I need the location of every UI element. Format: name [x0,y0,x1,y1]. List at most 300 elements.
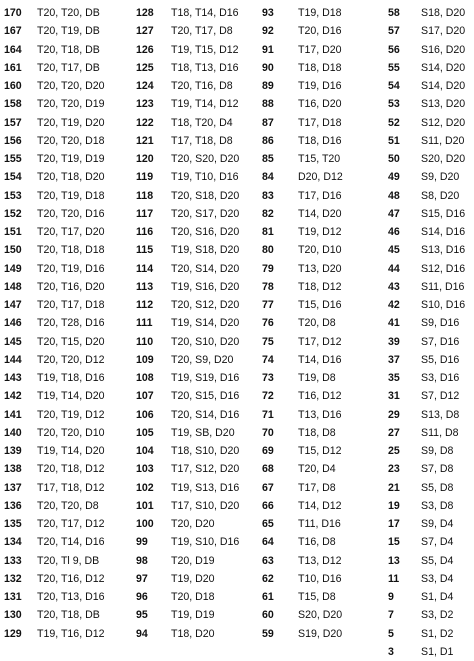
checkout-row [4,533,122,551]
finish-combination: S9, D8 [421,445,454,457]
checkout-row [136,205,254,223]
finish-combination: T20, D20 [171,518,215,530]
score-value: 61 [262,591,274,603]
score-value: 147 [4,299,22,311]
checkout-row [4,369,122,387]
finish-combination: T20, T20, D20 [37,80,105,92]
score-value: 95 [136,609,148,622]
finish-combination: T20, T15, D20 [37,335,105,348]
score-value: 117 [136,207,154,220]
finish-combination: T15, D12 [298,445,342,457]
finish-combination: T20, T16, D12 [37,572,105,585]
checkout-row [4,552,122,570]
finish-combination: D20, D12 [298,171,343,184]
finish-combination: T20, T18, D12 [37,463,105,476]
score-value: 75 [262,335,274,348]
score-value: 68 [262,463,274,476]
score-value: 124 [136,80,154,92]
finish-combination: T19, T14, D20 [37,445,105,457]
score-value: 113 [136,280,154,293]
checkout-row [262,223,380,241]
finish-combination: T20, T19, D16 [37,262,105,275]
score-value: 152 [4,207,22,220]
checkout-row [388,552,474,570]
score-value: 137 [4,481,22,494]
finish-combination: T13, D16 [298,408,342,421]
finish-combination: T20, T28, D16 [37,317,105,330]
finish-combination: T19, S16, D20 [171,280,240,293]
score-value: 120 [136,153,154,165]
finish-combination: T19, T14, D12 [171,98,239,111]
finish-combination: T15, T20 [298,153,341,165]
checkout-row [136,588,254,606]
score-value: 15 [388,536,400,549]
score-value: 99 [136,536,148,549]
checkout-row [262,59,380,77]
score-value: 44 [388,262,400,275]
finish-combination: T20, S9, D20 [171,353,234,366]
score-value: 150 [4,244,22,257]
checkout-row [136,515,254,533]
checkout-row [136,424,254,442]
finish-combination: T17, D8 [298,481,336,494]
score-value: 57 [388,25,400,38]
score-value: 7 [388,609,394,622]
checkout-row [262,406,380,424]
score-value: 55 [388,61,400,74]
finish-combination: S3, D8 [421,499,454,512]
checkout-row [388,406,474,424]
finish-combination: T17, T18, D12 [37,481,105,494]
score-value: 48 [388,189,400,202]
score-value: 21 [388,481,400,494]
score-value: 31 [388,390,400,403]
score-value: 89 [262,80,274,92]
finish-combination: T18, T13, D16 [171,61,239,74]
checkout-row [136,95,254,113]
checkout-row [388,59,474,77]
score-value: 51 [388,134,400,147]
checkout-row [388,41,474,59]
score-value: 142 [4,390,22,403]
finish-combination: T14, D12 [298,499,342,512]
checkout-row [388,515,474,533]
score-value: 100 [136,518,154,530]
checkout-row [4,187,122,205]
finish-combination: T20, D8 [298,317,336,330]
checkout-row [4,59,122,77]
score-value: 94 [136,627,148,640]
score-value: 97 [136,572,148,585]
checkout-row [262,497,380,515]
score-value: 148 [4,280,22,293]
score-value: 138 [4,463,22,476]
checkout-row [136,552,254,570]
finish-combination: S12, D20 [421,116,466,129]
finish-combination: S14, D20 [421,80,466,92]
score-value: 63 [262,554,274,567]
score-value: 111 [136,317,153,330]
finish-combination: S1, D1 [421,645,454,658]
checkout-row [136,223,254,241]
score-value: 130 [4,609,22,622]
score-value: 50 [388,153,400,165]
checkout-row [262,442,380,460]
checkout-row [136,59,254,77]
score-value: 13 [388,554,400,567]
checkout-row [388,223,474,241]
score-value: 35 [388,372,400,384]
finish-combination: T20, T14, D16 [37,536,105,549]
score-value: 64 [262,536,274,549]
finish-combination: T16, D12 [298,390,342,403]
finish-combination: T19, S14, D20 [171,317,240,330]
score-value: 70 [262,426,274,439]
score-value: 23 [388,463,400,476]
finish-combination: T20, T19, D19 [37,153,105,165]
finish-combination: S1, D4 [421,591,454,603]
score-value: 129 [4,627,22,640]
score-value: 157 [4,116,22,129]
checkout-row [388,606,474,624]
checkout-row [388,643,474,661]
score-value: 139 [4,445,22,457]
finish-combination: T19, D20 [171,572,215,585]
checkout-row [388,333,474,351]
checkout-row [136,168,254,186]
score-value: 114 [136,262,154,275]
score-value: 27 [388,426,400,439]
score-value: 126 [136,43,154,56]
finish-combination: T20, T17, D12 [37,518,105,530]
score-value: 104 [136,445,154,457]
score-value: 144 [4,353,22,366]
score-value: 59 [262,627,274,640]
checkout-row [388,314,474,332]
score-value: 69 [262,445,274,457]
score-value: 86 [262,134,274,147]
finish-combination: T20, T20, D10 [37,426,105,439]
finish-combination: T13, D12 [298,554,342,567]
finish-combination: S14, D20 [421,61,466,74]
finish-combination: T20, T19, DB [37,25,100,38]
score-value: 133 [4,554,22,567]
score-value: 115 [136,244,154,257]
score-value: 158 [4,98,22,111]
checkout-row [262,296,380,314]
score-value: 19 [388,499,400,512]
finish-combination: T14, D16 [298,353,342,366]
finish-combination: S7, D4 [421,536,454,549]
finish-combination: T19, T16, D12 [37,627,105,640]
score-value: 91 [262,43,274,56]
finish-combination: T20, Tl 9, DB [37,554,100,567]
checkout-row [388,625,474,643]
score-value: 107 [136,390,154,403]
score-value: 156 [4,134,22,147]
score-value: 45 [388,244,400,257]
finish-combination: T19, T18, D16 [37,372,105,384]
score-value: 102 [136,481,154,494]
score-value: 74 [262,353,274,366]
checkout-row [262,460,380,478]
finish-combination: T20, S10, D20 [171,335,240,348]
checkout-row [388,570,474,588]
finish-combination: T20, D18 [171,591,215,603]
checkout-row [388,22,474,40]
finish-combination: S11, D8 [421,426,459,439]
finish-combination: S1, D2 [421,627,454,640]
checkout-row [136,606,254,624]
finish-combination: T19, D19 [171,609,215,622]
score-value: 112 [136,299,154,311]
score-value: 76 [262,317,274,330]
finish-combination: S7, D16 [421,335,460,348]
score-value: 37 [388,353,400,366]
checkout-column-1 [4,4,122,643]
checkout-row [388,132,474,150]
score-value: 82 [262,207,274,220]
score-value: 54 [388,80,400,92]
checkout-row [388,424,474,442]
checkout-column-3 [262,4,380,643]
score-value: 108 [136,372,154,384]
finish-combination: T17, D18 [298,116,342,129]
checkout-row [262,187,380,205]
finish-combination: T18, D18 [298,61,342,74]
checkout-row [136,314,254,332]
checkout-row [136,41,254,59]
finish-combination: T20, T20, D16 [37,207,105,220]
checkout-row [4,479,122,497]
checkout-row [4,406,122,424]
finish-combination: T19, T15, D12 [171,43,239,56]
finish-combination: T19, D8 [298,372,336,384]
finish-combination: T20, T18, D18 [37,244,105,257]
finish-combination: S18, D20 [421,7,466,19]
finish-combination: S3, D2 [421,609,454,622]
finish-combination: S20, D20 [298,609,343,622]
finish-combination: T18, D8 [298,426,336,439]
score-value: 103 [136,463,154,476]
finish-combination: T17, T18, D8 [171,134,233,147]
finish-combination: T20, T20, D12 [37,353,105,366]
finish-combination: T17, S12, D20 [171,463,240,476]
checkout-row [4,387,122,405]
checkout-row [388,533,474,551]
checkout-row [388,278,474,296]
finish-combination: T20, T20, D8 [37,499,99,512]
score-value: 154 [4,171,22,184]
checkout-row [4,95,122,113]
checkout-row [4,351,122,369]
score-value: 106 [136,408,154,421]
checkout-row [136,387,254,405]
checkout-row [4,314,122,332]
finish-combination: T19, S18, D20 [171,244,240,257]
finish-combination: T20, T20, DB [37,7,100,19]
score-value: 87 [262,116,274,129]
checkout-row [4,333,122,351]
checkout-row [136,570,254,588]
checkout-row [262,114,380,132]
finish-combination: S16, D20 [421,43,466,56]
score-value: 153 [4,189,22,202]
score-value: 9 [388,591,394,603]
checkout-row [262,260,380,278]
score-value: 136 [4,499,22,512]
checkout-row [136,625,254,643]
finish-combination: S13, D8 [421,408,460,421]
finish-combination: S7, D12 [421,390,460,403]
score-value: 47 [388,207,400,220]
score-value: 90 [262,61,274,74]
checkout-row [262,369,380,387]
score-value: 122 [136,116,154,129]
checkout-row [136,460,254,478]
finish-combination: S19, D20 [298,627,343,640]
score-value: 98 [136,554,148,567]
finish-combination: S13, D20 [421,98,466,111]
score-value: 110 [136,335,154,348]
finish-combination: S17, D20 [421,25,466,38]
score-value: 25 [388,445,400,457]
score-value: 62 [262,572,274,585]
checkout-row [388,460,474,478]
finish-combination: T20, S18, D20 [171,189,240,202]
finish-combination: T18, D20 [171,627,215,640]
checkout-row [4,625,122,643]
score-value: 101 [136,499,154,512]
score-value: 143 [4,372,22,384]
checkout-row [136,296,254,314]
finish-combination: T20, D16 [298,25,342,38]
score-value: 149 [4,262,22,275]
score-value: 109 [136,353,154,366]
checkout-row [262,606,380,624]
finish-combination: T10, D16 [298,572,342,585]
checkout-row [4,497,122,515]
score-value: 41 [388,317,400,330]
score-value: 17 [388,518,400,530]
checkout-row [262,424,380,442]
checkout-column-4 [388,4,474,661]
score-value: 96 [136,591,148,603]
score-value: 121 [136,134,154,147]
finish-combination: T20, T16, D8 [171,80,233,92]
checkout-row [388,168,474,186]
score-value: 11 [388,572,400,585]
finish-combination: S11, D20 [421,134,465,147]
checkout-row [4,22,122,40]
score-value: 160 [4,80,22,92]
score-value: 123 [136,98,154,111]
score-value: 119 [136,171,154,184]
checkout-row [388,150,474,168]
finish-combination: T20, T13, D16 [37,591,105,603]
score-value: 58 [388,7,400,19]
checkout-row [4,278,122,296]
score-value: 116 [136,226,154,238]
finish-combination: T20, S16, D20 [171,226,240,238]
finish-combination: T19, S13, D16 [171,481,240,494]
checkout-row [4,150,122,168]
finish-combination: T20, S17, D20 [171,207,240,220]
checkout-row [388,296,474,314]
finish-combination: S3, D4 [421,572,454,585]
checkout-row [262,4,380,22]
checkout-row [136,533,254,551]
finish-combination: S11, D16 [421,280,465,293]
finish-combination: T19, D12 [298,226,342,238]
checkout-row [388,442,474,460]
score-value: 42 [388,299,400,311]
checkout-row [388,588,474,606]
checkout-row [4,77,122,95]
score-value: 132 [4,572,22,585]
checkout-row [388,369,474,387]
finish-combination: T15, D16 [298,299,342,311]
score-value: 52 [388,116,400,129]
checkout-row [388,387,474,405]
checkout-row [4,424,122,442]
checkout-row [136,369,254,387]
checkout-row [388,205,474,223]
finish-combination: T18, D16 [298,134,342,147]
finish-combination: S7, D8 [421,463,454,476]
finish-combination: S13, D16 [421,244,466,257]
finish-combination: T20, T19, D12 [37,408,105,421]
score-value: 128 [136,7,154,19]
checkout-row [136,260,254,278]
score-value: 141 [4,408,22,421]
score-value: 67 [262,481,274,494]
finish-combination: S14, D16 [421,226,466,238]
checkout-row [388,479,474,497]
score-value: 127 [136,25,154,38]
score-value: 43 [388,280,400,293]
score-value: 81 [262,226,274,238]
checkout-row [4,260,122,278]
finish-combination: T20, T17, D20 [37,226,105,238]
finish-combination: T20, T17, DB [37,61,100,74]
finish-combination: T19, S19, D16 [171,372,240,384]
checkout-row [4,168,122,186]
score-value: 73 [262,372,274,384]
finish-combination: T20, D4 [298,463,336,476]
score-value: 85 [262,153,274,165]
finish-combination: T19, D16 [298,80,342,92]
checkout-row [136,187,254,205]
checkout-row [262,132,380,150]
score-value: 77 [262,299,274,311]
score-value: 93 [262,7,274,19]
finish-combination: S9, D16 [421,317,460,330]
checkout-row [136,4,254,22]
score-value: 79 [262,262,274,275]
finish-combination: T11, D16 [298,518,341,530]
checkout-row [388,260,474,278]
finish-combination: T17, S10, D20 [171,499,240,512]
score-value: 84 [262,171,274,184]
finish-combination: T20, T18, D20 [37,171,105,184]
checkout-row [262,387,380,405]
finish-combination: T20, D19 [171,554,215,567]
checkout-row [262,77,380,95]
checkout-row [262,205,380,223]
score-value: 155 [4,153,22,165]
score-value: 39 [388,335,400,348]
